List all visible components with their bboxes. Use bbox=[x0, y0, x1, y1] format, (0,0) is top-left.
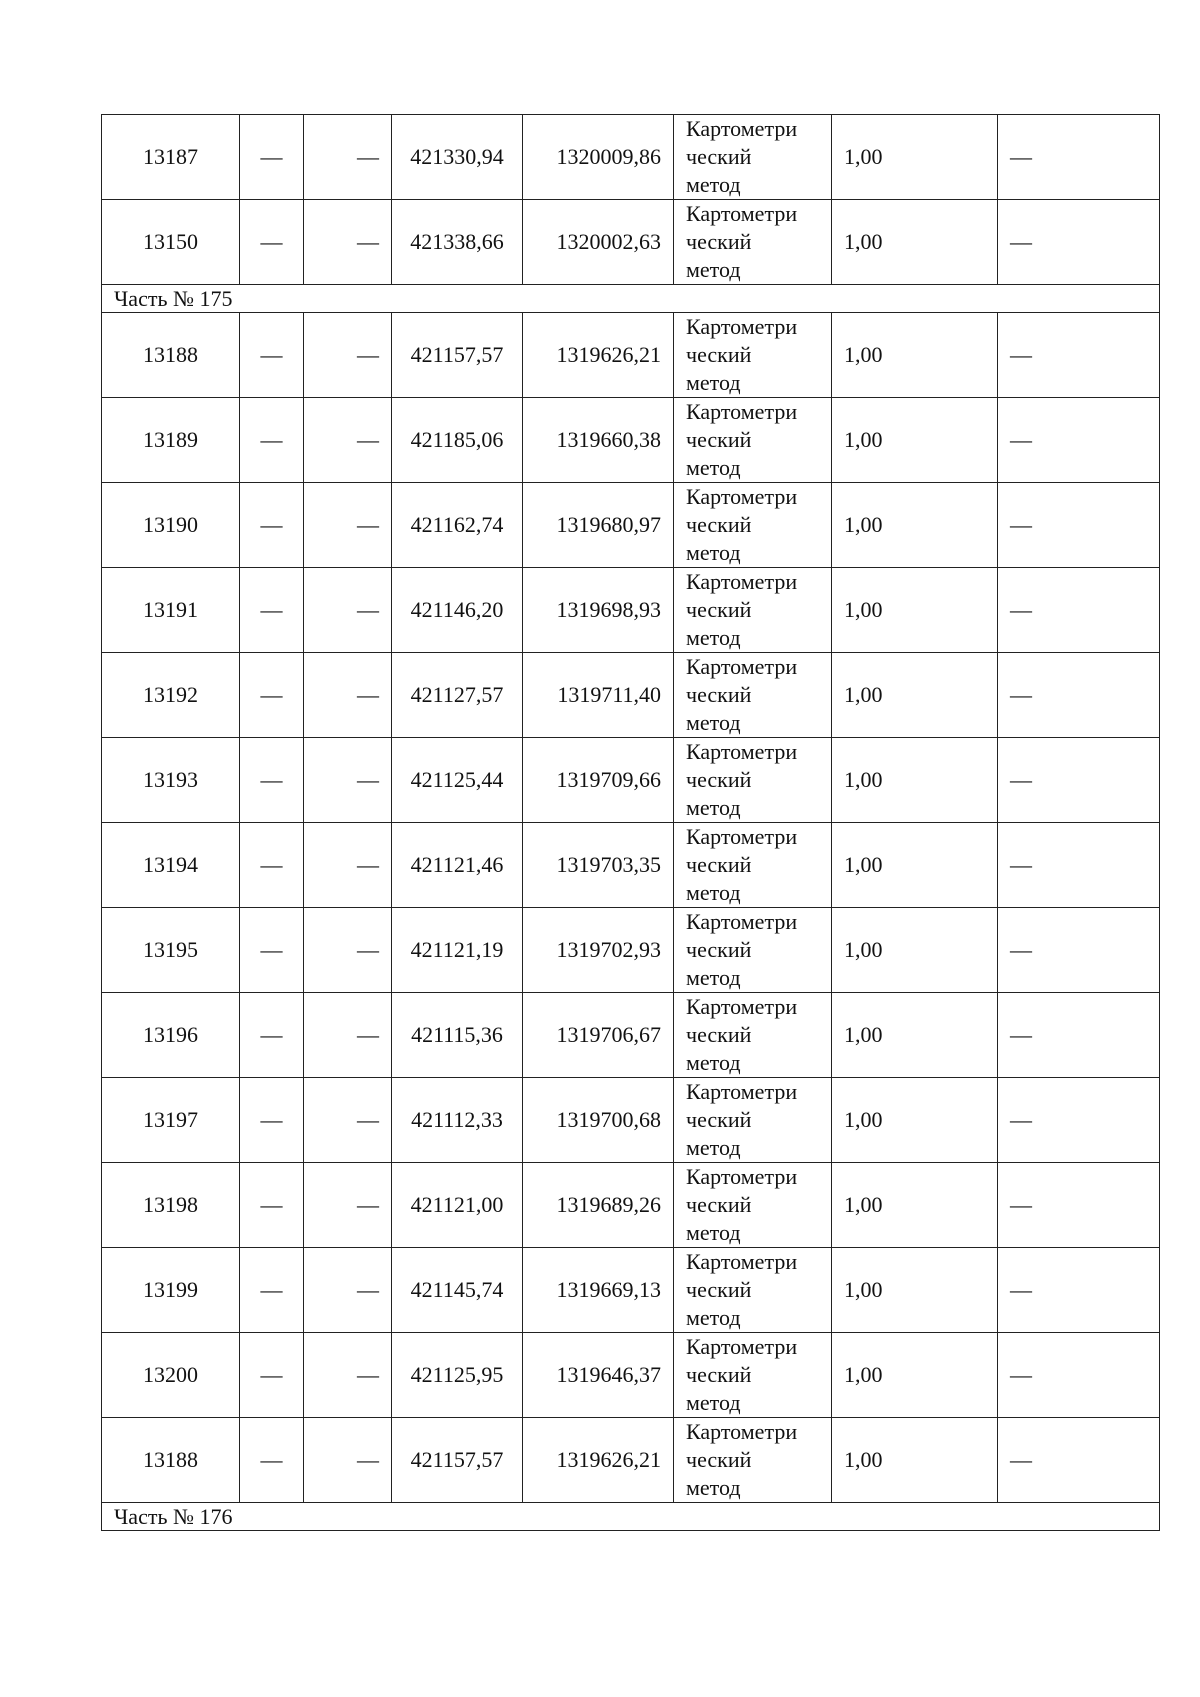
description-cell: — bbox=[998, 908, 1160, 993]
method-line: Картометри bbox=[686, 201, 798, 226]
table-row bbox=[102, 1078, 1160, 1163]
dash-cell: — bbox=[304, 738, 392, 823]
description-cell: — bbox=[998, 313, 1160, 398]
dash-cell: — bbox=[304, 1333, 392, 1418]
description-cell: — bbox=[998, 1333, 1160, 1418]
point-number-cell: 13200 bbox=[102, 1333, 240, 1418]
method-cell bbox=[674, 993, 832, 1078]
table-body bbox=[102, 115, 1160, 1531]
dash-cell: — bbox=[304, 313, 392, 398]
method-line: ческий bbox=[686, 1107, 752, 1132]
method-cell bbox=[674, 653, 832, 738]
x-coordinate-cell: 421127,57 bbox=[392, 653, 523, 738]
point-number-cell: 13192 bbox=[102, 653, 240, 738]
dash-cell: — bbox=[304, 908, 392, 993]
dash-cell: — bbox=[240, 1248, 304, 1333]
method-line: метод bbox=[686, 965, 741, 990]
method-line: метод bbox=[686, 1050, 741, 1075]
method-line: Картометри bbox=[686, 314, 798, 339]
method-line: ческий bbox=[686, 342, 752, 367]
method-line: метод bbox=[686, 1390, 741, 1415]
method-line: метод bbox=[686, 625, 741, 650]
method-line: Картометри bbox=[686, 909, 798, 934]
dash-cell: — bbox=[240, 823, 304, 908]
dash-cell: — bbox=[304, 1248, 392, 1333]
x-coordinate-cell: 421125,95 bbox=[392, 1333, 523, 1418]
x-coordinate-cell: 421330,94 bbox=[392, 115, 523, 200]
method-line: ческий bbox=[686, 852, 752, 877]
precision-cell: 1,00 bbox=[832, 993, 998, 1078]
dash-cell: — bbox=[240, 908, 304, 993]
method-line: ческий bbox=[686, 937, 752, 962]
precision-cell: 1,00 bbox=[832, 1078, 998, 1163]
point-number-cell: 13198 bbox=[102, 1163, 240, 1248]
table-row bbox=[102, 1418, 1160, 1503]
table-row bbox=[102, 1248, 1160, 1333]
method-line: метод bbox=[686, 370, 741, 395]
dash-cell: — bbox=[304, 200, 392, 285]
dash-cell: — bbox=[240, 653, 304, 738]
point-number-cell: 13193 bbox=[102, 738, 240, 823]
dash-cell: — bbox=[304, 1163, 392, 1248]
table-row bbox=[102, 908, 1160, 993]
method-line: Картометри bbox=[686, 1164, 798, 1189]
dash-cell: — bbox=[240, 993, 304, 1078]
table-row bbox=[102, 313, 1160, 398]
method-cell bbox=[674, 398, 832, 483]
point-number-cell: 13190 bbox=[102, 483, 240, 568]
method-cell bbox=[674, 1248, 832, 1333]
method-cell bbox=[674, 200, 832, 285]
method-cell bbox=[674, 1333, 832, 1418]
coordinates-table bbox=[101, 114, 1160, 1531]
table-row bbox=[102, 483, 1160, 568]
dash-cell: — bbox=[240, 115, 304, 200]
x-coordinate-cell: 421338,66 bbox=[392, 200, 523, 285]
method-line: Картометри bbox=[686, 739, 798, 764]
y-coordinate-cell: 1319689,26 bbox=[523, 1163, 674, 1248]
y-coordinate-cell: 1319702,93 bbox=[523, 908, 674, 993]
method-line: метод bbox=[686, 710, 741, 735]
part-header-row bbox=[102, 285, 1160, 313]
dash-cell: — bbox=[240, 398, 304, 483]
method-line: метод bbox=[686, 455, 741, 480]
y-coordinate-cell: 1319660,38 bbox=[523, 398, 674, 483]
method-line: ческий bbox=[686, 512, 752, 537]
precision-cell: 1,00 bbox=[832, 313, 998, 398]
method-line: ческий bbox=[686, 767, 752, 792]
table-row bbox=[102, 200, 1160, 285]
point-number-cell: 13188 bbox=[102, 313, 240, 398]
precision-cell: 1,00 bbox=[832, 568, 998, 653]
description-cell: — bbox=[998, 738, 1160, 823]
point-number-cell: 13187 bbox=[102, 115, 240, 200]
x-coordinate-cell: 421185,06 bbox=[392, 398, 523, 483]
y-coordinate-cell: 1320009,86 bbox=[523, 115, 674, 200]
method-cell bbox=[674, 115, 832, 200]
method-line: ческий bbox=[686, 427, 752, 452]
method-line: метод bbox=[686, 172, 741, 197]
x-coordinate-cell: 421145,74 bbox=[392, 1248, 523, 1333]
description-cell: — bbox=[998, 993, 1160, 1078]
description-cell: — bbox=[998, 200, 1160, 285]
y-coordinate-cell: 1319680,97 bbox=[523, 483, 674, 568]
method-line: метод bbox=[686, 540, 741, 565]
method-line: ческий bbox=[686, 144, 752, 169]
method-line: Картометри bbox=[686, 116, 798, 141]
method-line: метод bbox=[686, 1220, 741, 1245]
precision-cell: 1,00 bbox=[832, 1418, 998, 1503]
x-coordinate-cell: 421146,20 bbox=[392, 568, 523, 653]
description-cell: — bbox=[998, 823, 1160, 908]
dash-cell: — bbox=[240, 568, 304, 653]
x-coordinate-cell: 421115,36 bbox=[392, 993, 523, 1078]
method-cell bbox=[674, 823, 832, 908]
method-line: Картометри bbox=[686, 824, 798, 849]
dash-cell: — bbox=[304, 823, 392, 908]
y-coordinate-cell: 1319626,21 bbox=[523, 313, 674, 398]
description-cell: — bbox=[998, 653, 1160, 738]
point-number-cell: 13195 bbox=[102, 908, 240, 993]
method-line: Картометри bbox=[686, 1249, 798, 1274]
y-coordinate-cell: 1319709,66 bbox=[523, 738, 674, 823]
dash-cell: — bbox=[304, 483, 392, 568]
description-cell: — bbox=[998, 568, 1160, 653]
x-coordinate-cell: 421121,19 bbox=[392, 908, 523, 993]
method-line: ческий bbox=[686, 1022, 752, 1047]
precision-cell: 1,00 bbox=[832, 115, 998, 200]
method-line: метод bbox=[686, 1135, 741, 1160]
point-number-cell: 13188 bbox=[102, 1418, 240, 1503]
precision-cell: 1,00 bbox=[832, 653, 998, 738]
precision-cell: 1,00 bbox=[832, 398, 998, 483]
x-coordinate-cell: 421112,33 bbox=[392, 1078, 523, 1163]
method-line: Картометри bbox=[686, 484, 798, 509]
description-cell: — bbox=[998, 1163, 1160, 1248]
point-number-cell: 13194 bbox=[102, 823, 240, 908]
dash-cell: — bbox=[240, 1163, 304, 1248]
dash-cell: — bbox=[304, 115, 392, 200]
dash-cell: — bbox=[304, 993, 392, 1078]
y-coordinate-cell: 1319700,68 bbox=[523, 1078, 674, 1163]
y-coordinate-cell: 1319646,37 bbox=[523, 1333, 674, 1418]
description-cell: — bbox=[998, 1078, 1160, 1163]
point-number-cell: 13196 bbox=[102, 993, 240, 1078]
method-line: ческий bbox=[686, 597, 752, 622]
dash-cell: — bbox=[304, 398, 392, 483]
x-coordinate-cell: 421121,00 bbox=[392, 1163, 523, 1248]
method-line: ческий bbox=[686, 1447, 752, 1472]
y-coordinate-cell: 1319703,35 bbox=[523, 823, 674, 908]
table-row bbox=[102, 1163, 1160, 1248]
x-coordinate-cell: 421157,57 bbox=[392, 1418, 523, 1503]
method-line: метод bbox=[686, 880, 741, 905]
y-coordinate-cell: 1320002,63 bbox=[523, 200, 674, 285]
method-line: Картометри bbox=[686, 569, 798, 594]
method-line: Картометри bbox=[686, 1419, 798, 1444]
table-row bbox=[102, 993, 1160, 1078]
table-row bbox=[102, 115, 1160, 200]
method-cell bbox=[674, 908, 832, 993]
method-line: Картометри bbox=[686, 1334, 798, 1359]
method-line: метод bbox=[686, 257, 741, 282]
part-header-row bbox=[102, 1503, 1160, 1531]
dash-cell: — bbox=[240, 738, 304, 823]
description-cell: — bbox=[998, 483, 1160, 568]
dash-cell: — bbox=[240, 313, 304, 398]
table-row bbox=[102, 823, 1160, 908]
method-line: метод bbox=[686, 1475, 741, 1500]
method-line: Картометри bbox=[686, 994, 798, 1019]
description-cell: — bbox=[998, 1248, 1160, 1333]
y-coordinate-cell: 1319669,13 bbox=[523, 1248, 674, 1333]
description-cell: — bbox=[998, 115, 1160, 200]
point-number-cell: 13191 bbox=[102, 568, 240, 653]
part-label: Часть № 175 bbox=[102, 285, 1160, 313]
precision-cell: 1,00 bbox=[832, 200, 998, 285]
dash-cell: — bbox=[304, 1418, 392, 1503]
method-line: метод bbox=[686, 1305, 741, 1330]
dash-cell: — bbox=[240, 483, 304, 568]
method-line: ческий bbox=[686, 1192, 752, 1217]
table-row bbox=[102, 653, 1160, 738]
table-row bbox=[102, 1333, 1160, 1418]
precision-cell: 1,00 bbox=[832, 1248, 998, 1333]
method-line: ческий bbox=[686, 1277, 752, 1302]
precision-cell: 1,00 bbox=[832, 823, 998, 908]
precision-cell: 1,00 bbox=[832, 1163, 998, 1248]
method-cell bbox=[674, 483, 832, 568]
x-coordinate-cell: 421162,74 bbox=[392, 483, 523, 568]
y-coordinate-cell: 1319711,40 bbox=[523, 653, 674, 738]
table-row bbox=[102, 398, 1160, 483]
x-coordinate-cell: 421125,44 bbox=[392, 738, 523, 823]
part-label: Часть № 176 bbox=[102, 1503, 1160, 1531]
point-number-cell: 13197 bbox=[102, 1078, 240, 1163]
method-line: ческий bbox=[686, 1362, 752, 1387]
x-coordinate-cell: 421157,57 bbox=[392, 313, 523, 398]
method-line: Картометри bbox=[686, 1079, 798, 1104]
method-line: Картометри bbox=[686, 654, 798, 679]
table-row bbox=[102, 568, 1160, 653]
precision-cell: 1,00 bbox=[832, 1333, 998, 1418]
y-coordinate-cell: 1319626,21 bbox=[523, 1418, 674, 1503]
y-coordinate-cell: 1319706,67 bbox=[523, 993, 674, 1078]
method-cell bbox=[674, 1078, 832, 1163]
table-row bbox=[102, 738, 1160, 823]
precision-cell: 1,00 bbox=[832, 738, 998, 823]
point-number-cell: 13150 bbox=[102, 200, 240, 285]
dash-cell: — bbox=[304, 568, 392, 653]
point-number-cell: 13199 bbox=[102, 1248, 240, 1333]
method-line: ческий bbox=[686, 682, 752, 707]
x-coordinate-cell: 421121,46 bbox=[392, 823, 523, 908]
point-number-cell: 13189 bbox=[102, 398, 240, 483]
precision-cell: 1,00 bbox=[832, 908, 998, 993]
method-line: Картометри bbox=[686, 399, 798, 424]
y-coordinate-cell: 1319698,93 bbox=[523, 568, 674, 653]
method-line: ческий bbox=[686, 229, 752, 254]
dash-cell: — bbox=[240, 1078, 304, 1163]
precision-cell: 1,00 bbox=[832, 483, 998, 568]
description-cell: — bbox=[998, 398, 1160, 483]
dash-cell: — bbox=[240, 200, 304, 285]
method-cell bbox=[674, 1418, 832, 1503]
method-cell bbox=[674, 738, 832, 823]
dash-cell: — bbox=[240, 1333, 304, 1418]
dash-cell: — bbox=[240, 1418, 304, 1503]
method-line: метод bbox=[686, 795, 741, 820]
method-cell bbox=[674, 568, 832, 653]
method-cell bbox=[674, 1163, 832, 1248]
method-cell bbox=[674, 313, 832, 398]
description-cell: — bbox=[998, 1418, 1160, 1503]
dash-cell: — bbox=[304, 1078, 392, 1163]
dash-cell: — bbox=[304, 653, 392, 738]
